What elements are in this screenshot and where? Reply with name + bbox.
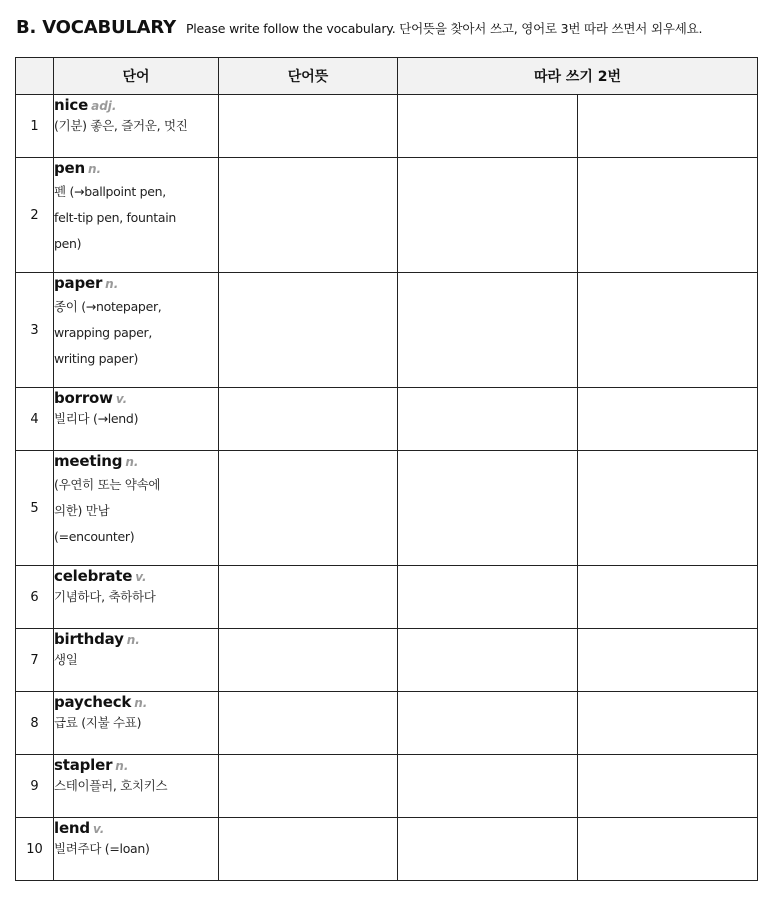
vocab-word: birthday (54, 630, 124, 648)
practice-cell-2[interactable] (578, 273, 758, 388)
practice-cell-2[interactable] (578, 95, 758, 158)
vocab-word: meeting (54, 452, 123, 470)
word-definition: pen) (54, 236, 82, 251)
practice-cell-1[interactable] (398, 388, 578, 451)
word-definition: wrapping paper, (54, 325, 153, 340)
meaning-answer-cell[interactable] (219, 273, 398, 388)
table-row (16, 451, 758, 566)
table-row (16, 566, 758, 629)
practice-cell-1[interactable] (398, 692, 578, 755)
word-cell (54, 629, 219, 692)
part-of-speech: adj. (91, 99, 117, 113)
table-body (16, 95, 758, 881)
table-row (16, 388, 758, 451)
vocab-word: nice (54, 96, 89, 114)
word-definition: 의한) 만남 (54, 503, 110, 518)
part-of-speech: n. (115, 759, 129, 773)
section-instruction: Please write follow the vocabulary. 단어뜻을 찾아서 쓰고, 영어로 3번 따라 쓰면서 외우세요. (185, 21, 703, 36)
vocab-word: paycheck (54, 693, 132, 711)
word-cell (54, 818, 219, 881)
row-number: 3 (16, 273, 54, 388)
word-cell (54, 273, 219, 388)
section-heading (16, 17, 702, 38)
meaning-answer-cell[interactable] (219, 95, 398, 158)
word-cell (54, 158, 219, 273)
vocab-word: lend (54, 819, 90, 837)
header-number (16, 58, 54, 95)
meaning-answer-cell[interactable] (219, 566, 398, 629)
part-of-speech: n. (88, 162, 102, 176)
word-definition: 스테이플러, 호치키스 (54, 778, 168, 793)
part-of-speech: n. (134, 696, 148, 710)
part-of-speech: v. (92, 822, 105, 836)
practice-cell-2[interactable] (578, 566, 758, 629)
header-meaning: 단어뜻 (219, 58, 398, 95)
row-number: 6 (16, 566, 54, 629)
word-definition: 생일 (54, 652, 78, 667)
word-cell (54, 566, 219, 629)
practice-cell-1[interactable] (398, 451, 578, 566)
practice-cell-2[interactable] (578, 629, 758, 692)
vocab-word: borrow (54, 389, 113, 407)
table-row (16, 629, 758, 692)
practice-cell-2[interactable] (578, 451, 758, 566)
word-definition: (기분) 좋은, 즐거운, 멋진 (54, 118, 188, 133)
meaning-answer-cell[interactable] (219, 818, 398, 881)
part-of-speech: n. (125, 455, 139, 469)
word-cell (54, 692, 219, 755)
practice-cell-1[interactable] (398, 629, 578, 692)
word-definition: felt-tip pen, fountain (54, 210, 177, 225)
practice-cell-2[interactable] (578, 818, 758, 881)
row-number: 2 (16, 158, 54, 273)
practice-cell-2[interactable] (578, 158, 758, 273)
vocab-word: pen (54, 159, 85, 177)
practice-cell-1[interactable] (398, 95, 578, 158)
row-number: 9 (16, 755, 54, 818)
row-number: 8 (16, 692, 54, 755)
meaning-answer-cell[interactable] (219, 451, 398, 566)
part-of-speech: n. (126, 633, 140, 647)
word-definition: (우연히 또는 약속에 (54, 477, 161, 492)
table-row (16, 692, 758, 755)
header-practice: 따라 쓰기 2번 (398, 58, 758, 95)
row-number: 1 (16, 95, 54, 158)
row-number: 10 (16, 818, 54, 881)
meaning-answer-cell[interactable] (219, 692, 398, 755)
vocabulary-table (15, 57, 758, 881)
word-definition: (=encounter) (54, 529, 135, 544)
word-cell (54, 451, 219, 566)
vocab-word: celebrate (54, 567, 133, 585)
part-of-speech: v. (115, 392, 128, 406)
row-number: 5 (16, 451, 54, 566)
table-header-row (16, 58, 758, 95)
word-definition: writing paper) (54, 351, 139, 366)
table-row (16, 158, 758, 273)
word-definition: 빌리다 (→lend) (54, 411, 139, 426)
word-definition: 빌려주다 (=loan) (54, 841, 150, 856)
meaning-answer-cell[interactable] (219, 755, 398, 818)
vocab-word: stapler (54, 756, 113, 774)
word-cell (54, 755, 219, 818)
table-row (16, 818, 758, 881)
word-definition: 펜 (→ballpoint pen, (54, 184, 166, 199)
section-title: B. VOCABULARY (16, 17, 176, 38)
practice-cell-2[interactable] (578, 388, 758, 451)
header-word: 단어 (54, 58, 219, 95)
table-row (16, 273, 758, 388)
practice-cell-1[interactable] (398, 273, 578, 388)
vocab-word: paper (54, 274, 103, 292)
row-number: 7 (16, 629, 54, 692)
meaning-answer-cell[interactable] (219, 629, 398, 692)
practice-cell-2[interactable] (578, 692, 758, 755)
part-of-speech: v. (135, 570, 147, 584)
part-of-speech: n. (105, 277, 119, 291)
word-definition: 종이 (→notepaper, (54, 299, 162, 314)
word-cell (54, 95, 219, 158)
table-row (16, 95, 758, 158)
meaning-answer-cell[interactable] (219, 388, 398, 451)
row-number: 4 (16, 388, 54, 451)
practice-cell-1[interactable] (398, 755, 578, 818)
meaning-answer-cell[interactable] (219, 158, 398, 273)
word-definition: 기념하다, 축하하다 (54, 589, 156, 604)
practice-cell-1[interactable] (398, 818, 578, 881)
table-row (16, 755, 758, 818)
practice-cell-2[interactable] (578, 755, 758, 818)
word-definition: 급료 (지불 수표) (54, 715, 142, 730)
word-cell (54, 388, 219, 451)
practice-cell-1[interactable] (398, 158, 578, 273)
practice-cell-1[interactable] (398, 566, 578, 629)
